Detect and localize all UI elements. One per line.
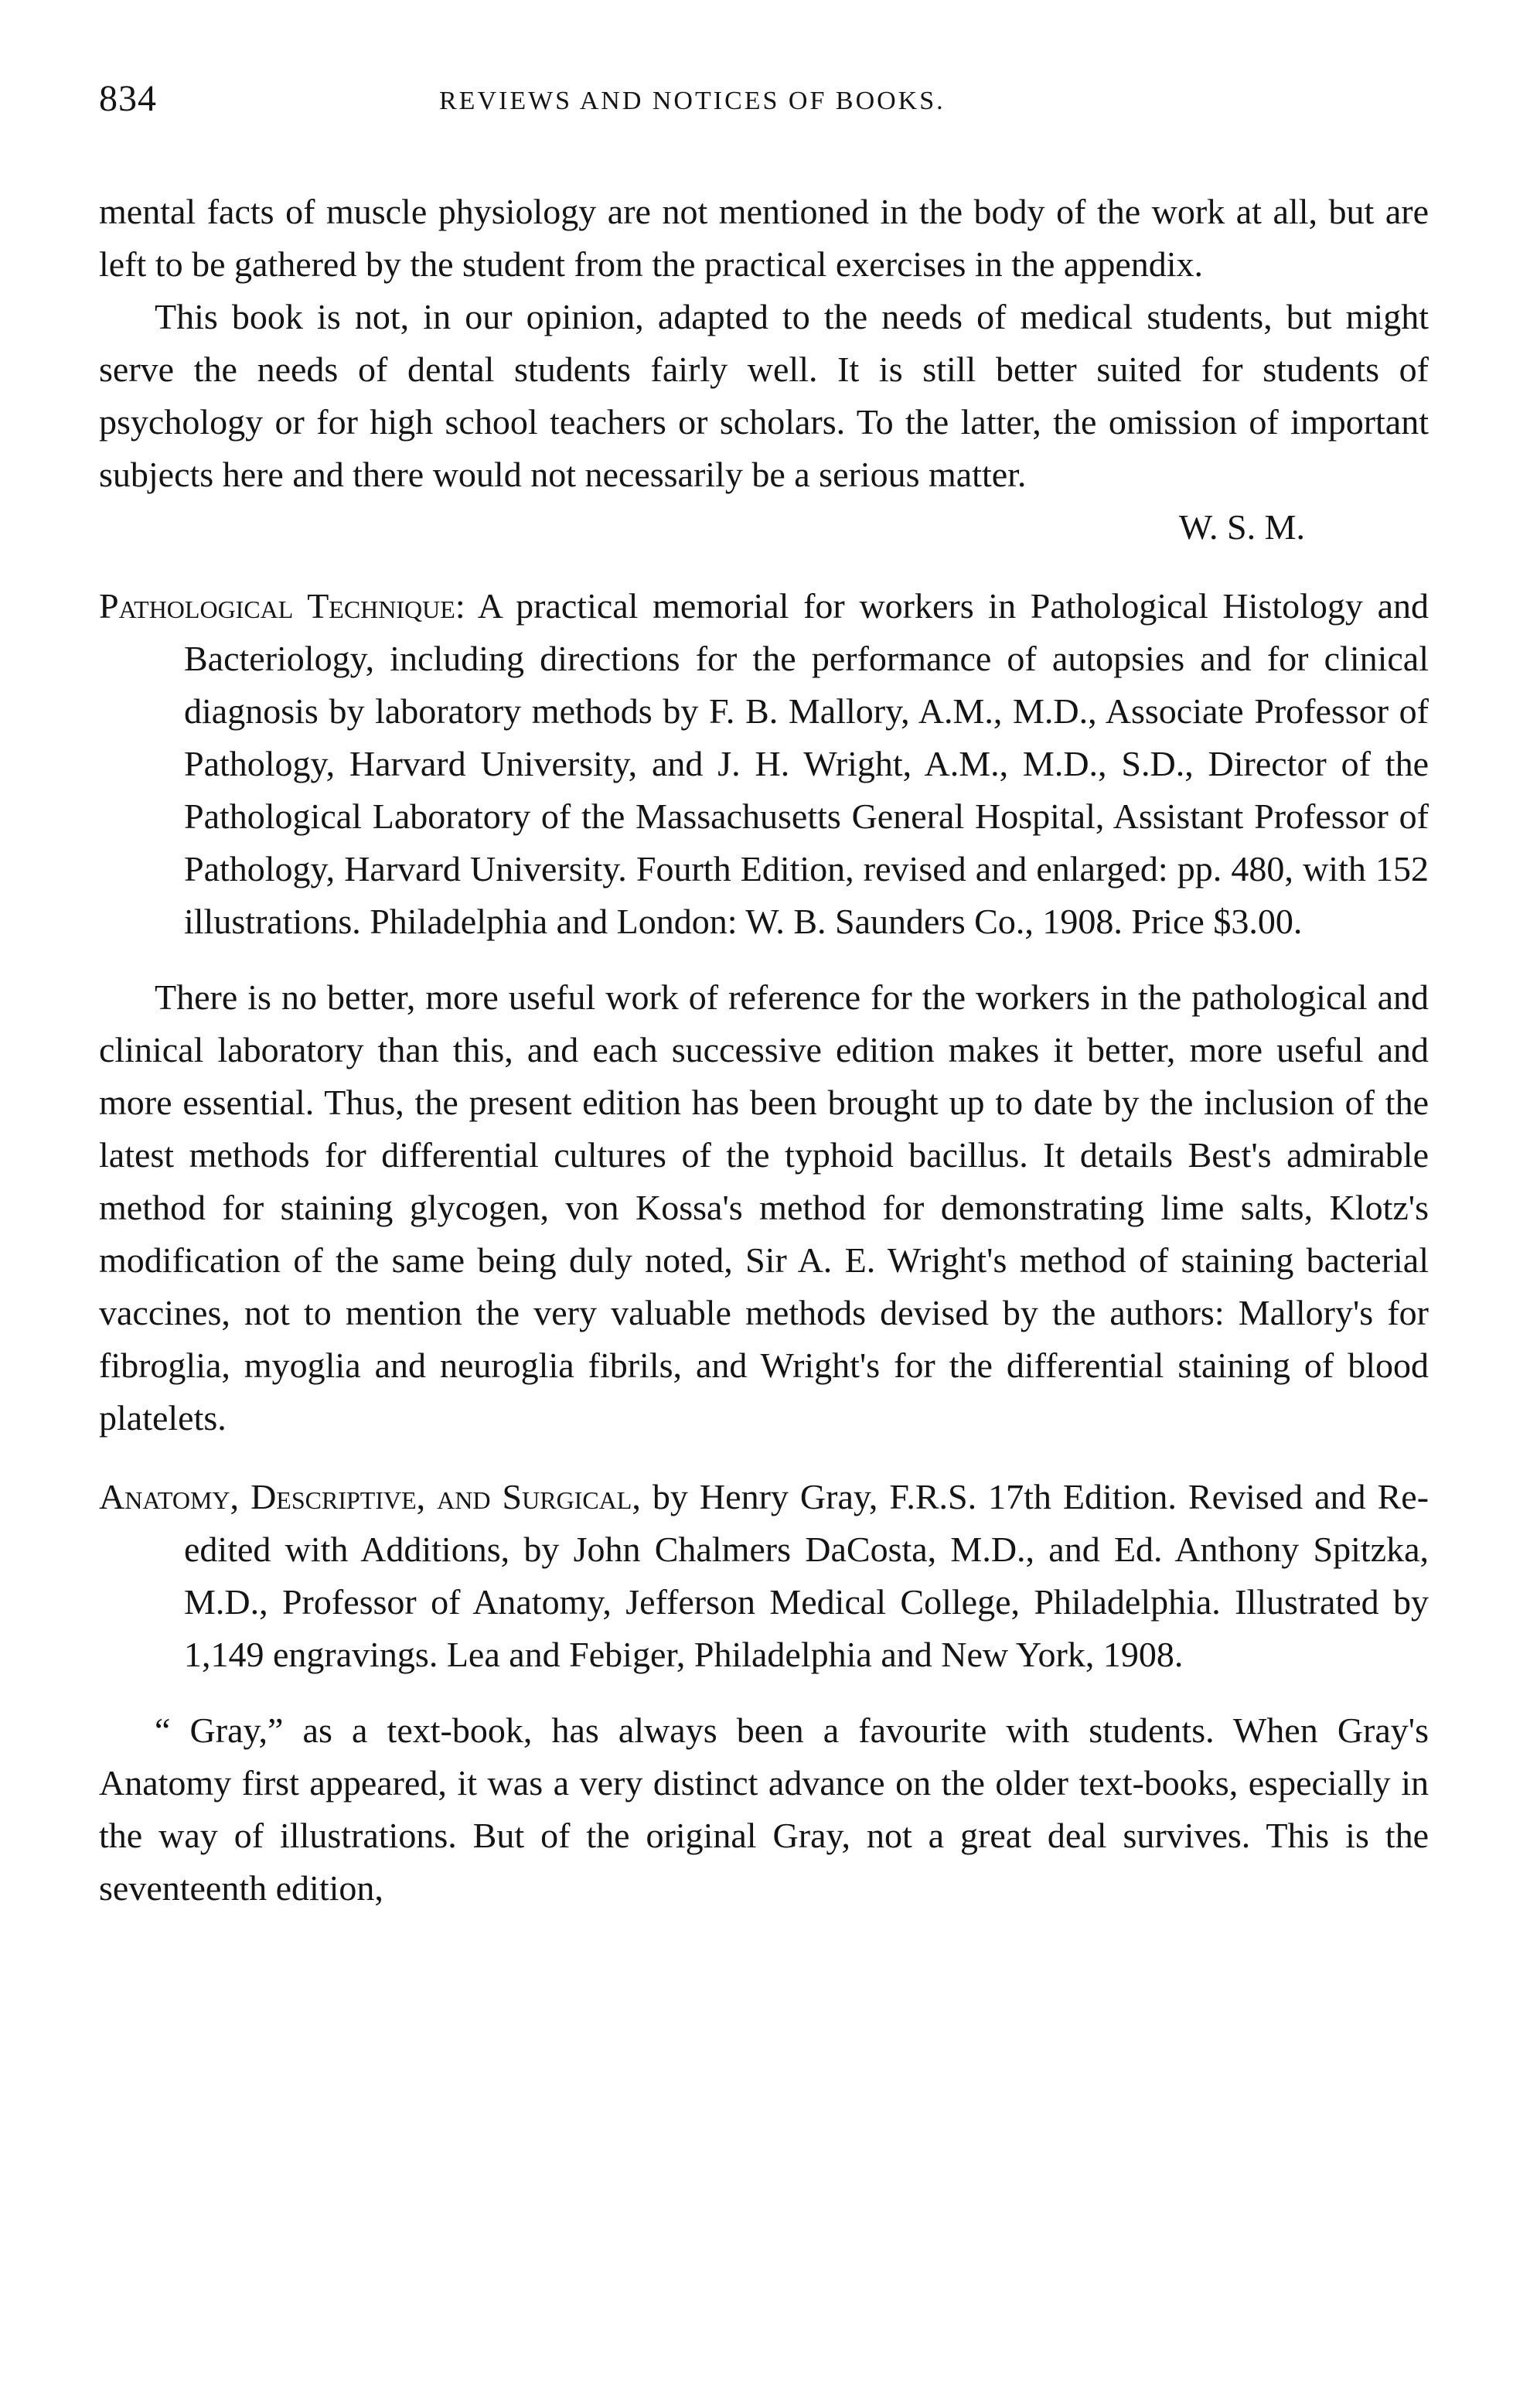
reviewer-signature: W. S. M.	[1178, 507, 1305, 547]
book-details: by Henry Gray, F.R.S. 17th Edition. Revised and Re-edited with Additions, by John Chalmers DaCosta, M.D., and Ed. Anthony Spitzka, M.D., Professor of Anatomy, Jefferson Medical College, Philadelphia. Illustrated by 1,149 engravings. Lea and Febiger, Philadelphia and New York, 1908.	[184, 1477, 1430, 1674]
book-details: A practical memorial for workers in Pathological Histology and Bacteriology, including directions for the performance of autopsies and for clinical diagnosis by laboratory methods by F. B. Mallory, A.M., M.D., Associate Professor of Pathology, Harvard University, and J. H. Wright, A.M., M.D., S.D., Director of the Pathological Laboratory of the Massachusetts General Hospital, Assistant Professor of Pathology, Harvard University. Fourth Edition, revised and enlarged: pp. 480, with 152 illustrations. Philadelphia and London: W. B. Saunders Co., 1908. Price $3.00.	[184, 586, 1429, 941]
book-entry-pathological-technique	[99, 580, 1429, 948]
running-header	[99, 77, 1429, 139]
book-title: Pathological Technique:	[99, 586, 465, 626]
opinion-paragraph	[99, 291, 1429, 554]
review-paragraph: There is no better, more useful work of reference for the workers in the pathological and clinical laboratory than this, and each successive edition makes it better, more useful and more essential. Thus, the present edition has been brought up to date by the inclusion of the latest methods for differential cultures of the typhoid bacillus. It details Best's admirable method for staining glycogen, von Kossa's method for demonstrating lime salts, Klotz's modification of the same being duly noted, Sir A. E. Wright's method of staining bacterial vaccines, not to mention the very valuable methods devised by the authors: Mallory's for fibroglia, myoglia and neuroglia fibrils, and Wright's for the differential staining of blood platelets.	[99, 977, 1429, 1438]
book-title: Anatomy, Descriptive, and Surgical,	[99, 1477, 641, 1516]
review-paragraph: “ Gray,” as a text-book, has always been a favourite with students. When Gray's Anatomy first appeared, it was a very distinct advance on the older text-books, especially in the way of illustrations. But of the original Gray, not a great deal survives. This is the seventeenth edition,	[99, 1710, 1429, 1908]
book-page	[99, 77, 1429, 1915]
page-number: 834	[99, 78, 157, 119]
book-entry-gray-anatomy	[99, 1471, 1429, 1681]
opinion-text: This book is not, in our opinion, adapted to the needs of medical students, but might serve the needs of dental students fairly well. It is still better suited for students of psychology or for high school teachers or scholars. To the latter, the omission of important subjects here and there would not necessarily be a serious matter.	[99, 297, 1429, 494]
running-title: REVIEWS AND NOTICES OF BOOKS.	[439, 87, 946, 115]
continued-paragraph: mental facts of muscle physiology are not mentioned in the body of the work at all, but are left to be gathered by the student from the practical exercises in the appendix.	[99, 192, 1429, 284]
